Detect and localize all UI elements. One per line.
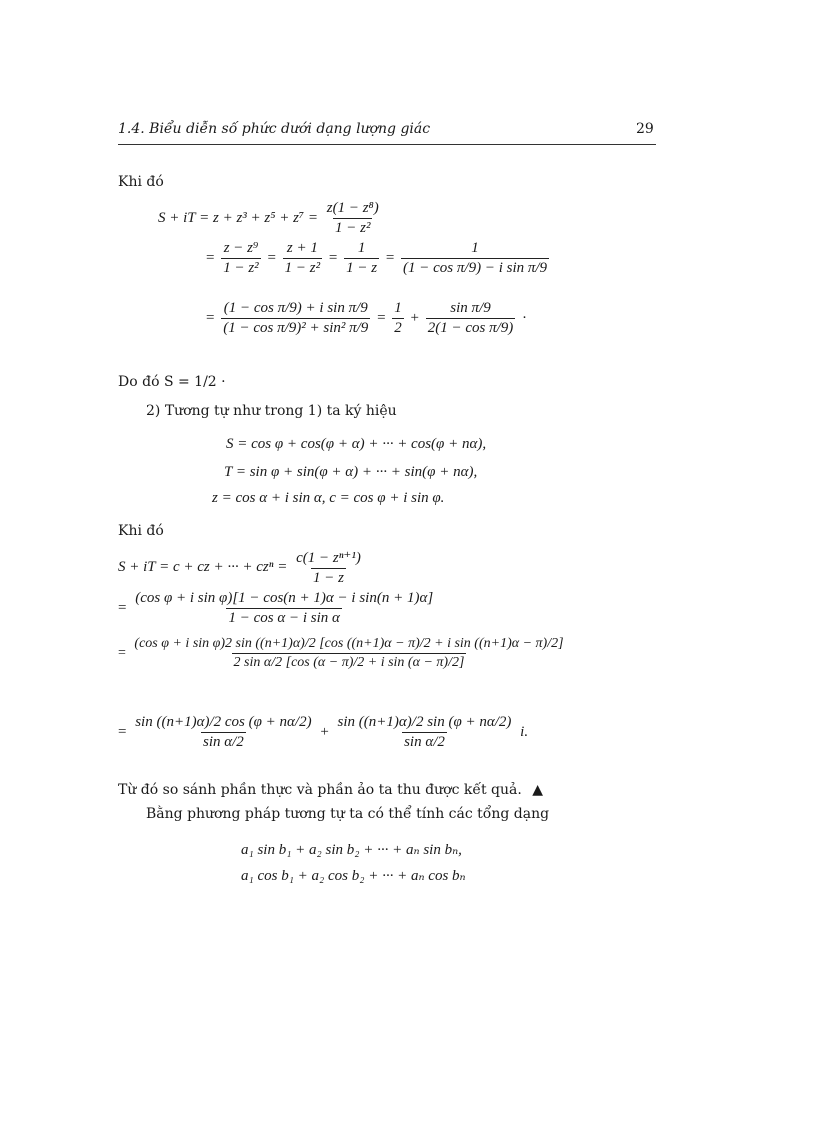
part2-intro: 2) Tương tự như trong 1) ta ký hiệu (146, 403, 397, 419)
part2-eq4-tail: i. (520, 723, 529, 740)
part1-eq1 (158, 200, 384, 237)
part1-eq3-last-num: sin π/9 (450, 300, 491, 316)
part2-def-t: T = sin φ + sin(φ + α) + ··· + sin(φ + nα), (224, 464, 478, 480)
part2-eq3-num: (cos φ + i sin φ)2 sin ((n+1)α)/2 [cos ((n+1)α − π)/2 + i sin ((n+1)α − π)/2] (134, 636, 564, 651)
part1-eq3-half-num: 1 (394, 300, 402, 316)
part2-eq3: = (cos φ + i sin φ)2 sin ((n+1)α)/2 [cos ((n+1)α − π)/2 + i sin ((n+1)α − π)/2] 2 sin α/2 [cos (α − π)/2 + i sin (α − π)/2] (118, 636, 564, 670)
part1-eq2-b-den: 1 − z² (284, 260, 321, 276)
part2-eq3-den: 2 sin α/2 [cos (α − π)/2 + i sin (α − π)/2] (233, 655, 465, 670)
part2-def-s: S = cos φ + cos(φ + α) + ··· + cos(φ + nα), (226, 436, 487, 452)
part1-eq2-b-num: z + 1 (286, 240, 318, 256)
part2-sum-cos: a₁ cos b₁ + a₂ cos b₂ + ··· + aₙ cos bₙ (241, 868, 466, 884)
part1-eq1-den: 1 − z² (335, 220, 371, 236)
section-title: 1.4. Biểu diễn số phức dưới dạng lượng giác (118, 121, 431, 137)
part2-closing-text: Từ đó so sánh phần thực và phần ảo ta thu được kết quả. (118, 782, 522, 798)
part1-eq3-last (426, 300, 516, 337)
part2-method: Bằng phương pháp tương tự ta có thể tính các tổng dạng (146, 806, 550, 822)
part2-eq4-frac-b (336, 714, 514, 751)
part2-eq2-num: (cos φ + i sin φ)[1 − cos(n + 1)α − i sin(n + 1)α] (135, 590, 434, 606)
part2-eq2-frac (133, 590, 435, 627)
part2-eq4-b-den: sin α/2 (404, 734, 445, 750)
part2-eq4: = $\frac{\sin ((n+1)\alpha)/2 \cos (\varphi + n\alpha/2)}{\text{sin α/2}}$ + $\frac{\sin ((n+1)\alpha)/2 \sin (\varphi + n\alpha/2)}{\text{sin α/2}}$ i. (118, 714, 529, 750)
part1-eq2-d-num: 1 (471, 240, 479, 256)
part2-intro2: Khi đó (118, 523, 164, 539)
part1-eq3: = $\frac{\text{(1 − cos π/9) + i sin π/9}}{\text{(1 − cos π/9)² + sin² π/9}}$ = $\frac{1}{2}$ + $\frac{\text{sin π/9}}{\text{2(1 − cos π/9)}}$ · (206, 300, 528, 336)
part1-eq2-d-den: (1 − cos π/9) − i sin π/9 (403, 260, 548, 276)
part1-eq2-frac-c (344, 240, 379, 277)
part2-eq1-frac (294, 548, 363, 587)
part1-conclusion: Do đó S = 1/2 · (118, 374, 226, 390)
part2-closing (118, 782, 543, 798)
page-number: 29 (636, 121, 654, 137)
part1-eq1-num: z(1 − z⁸) (326, 200, 379, 216)
part2-eq1 (118, 548, 366, 587)
part2-eq4-frac-a (133, 714, 313, 751)
part2-eq1-den: 1 − z (312, 570, 344, 586)
part2-eq2: = $\frac{\text{(cos φ + i sin φ)[1 − cos(n + 1)α − i sin(n + 1)α]}}{\text{1 − cos α − i sin α}}$ (118, 590, 434, 626)
part2-eq3-frac (132, 636, 565, 671)
part2-eq1-num: c(1 − zⁿ⁺¹) (296, 550, 361, 566)
part2-eq4-a-den: sin α/2 (203, 734, 244, 750)
end-of-proof-mark: ▲ (532, 782, 544, 798)
part1-eq2-c-den: 1 − z (346, 260, 378, 276)
header-rule (118, 144, 656, 145)
part1-eq2-a-den: 1 − z² (223, 260, 259, 276)
part1-eq2-a-num: z − z⁹ (223, 240, 259, 256)
part1-eq1-fraction (325, 200, 381, 237)
part2-sum-sin: a₁ sin b₁ + a₂ sin b₂ + ··· + aₙ sin bₙ, (241, 842, 462, 858)
part1-eq3-num: (1 − cos π/9) + i sin π/9 (223, 300, 368, 316)
part1-intro: Khi đó (118, 174, 164, 190)
part1-eq3-den: (1 − cos π/9)² + sin² π/9 (223, 320, 369, 336)
part1-eq3-half (392, 300, 404, 337)
part2-eq4-b-num: sin ((n+1)α)/2 sin (φ + nα/2) (337, 714, 512, 730)
part1-eq2: = $\frac{\text{z − z⁹}}{\text{1 − z²}}$ = $\frac{z + 1}{\text{1 − z²}}$ = $\frac{1}{1 - z}$ = $\frac{1}{\text{(1 − cos π/9) − i sin π/9}}$ (206, 240, 548, 276)
part1-eq2-c-num: 1 (357, 240, 366, 256)
part1-eq2-frac-b (283, 240, 322, 277)
part1-eq3-half-den: 2 (394, 320, 402, 336)
part1-eq2-frac-d (401, 240, 549, 277)
part2-def-zc: z = cos α + i sin α, c = cos φ + i sin φ. (212, 490, 445, 506)
part1-eq2-frac-a (221, 240, 260, 277)
part2-eq2-den: 1 − cos α − i sin α (228, 610, 340, 626)
part1-eq1-lhs: S + iT = z + z³ + z⁵ + z⁷ = (158, 209, 318, 226)
part1-eq3-last-den: 2(1 − cos π/9) (427, 320, 514, 336)
part1-eq3-frac (221, 300, 370, 337)
part2-eq1-lhs: S + iT = c + cz + ··· + czⁿ = (118, 558, 288, 575)
part2-eq4-a-num: sin ((n+1)α)/2 cos (φ + nα/2) (135, 714, 312, 730)
